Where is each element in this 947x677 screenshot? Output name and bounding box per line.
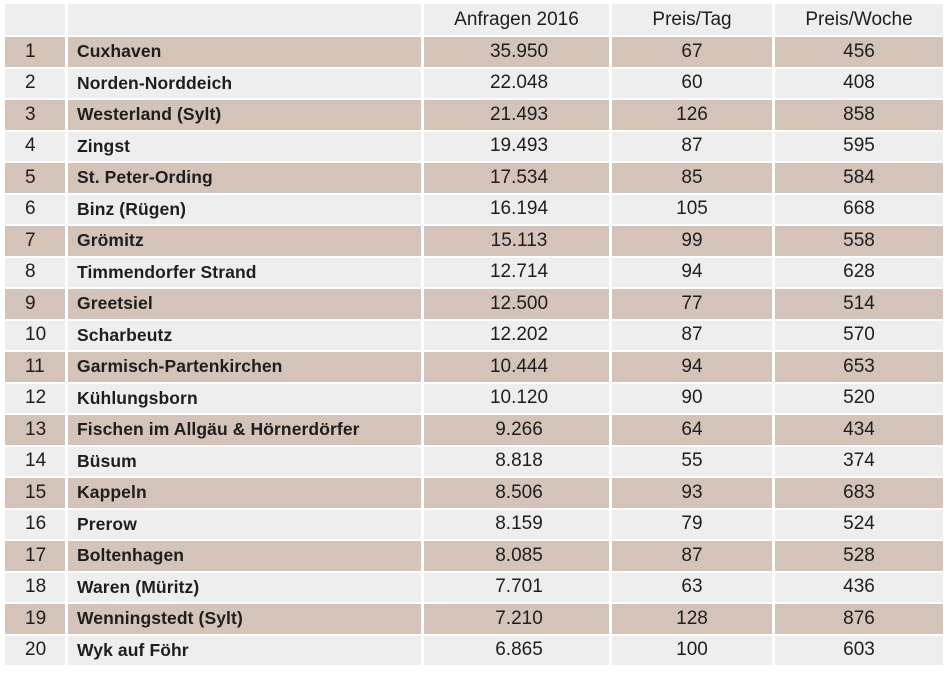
preis-tag-cell: 94 bbox=[612, 258, 775, 290]
preis-tag-cell: 100 bbox=[612, 636, 775, 668]
preis-woche-cell: 584 bbox=[775, 163, 943, 195]
destination-cell: Waren (Müritz) bbox=[68, 573, 424, 605]
preis-tag-cell: 126 bbox=[612, 100, 775, 132]
anfragen-cell: 17.534 bbox=[424, 163, 612, 195]
destination-cell: Prerow bbox=[68, 510, 424, 542]
destination-cell: Grömitz bbox=[68, 226, 424, 258]
table-header-row bbox=[5, 4, 943, 37]
preis-tag-cell: 67 bbox=[612, 37, 775, 69]
table-body bbox=[5, 37, 943, 667]
anfragen-cell: 19.493 bbox=[424, 132, 612, 164]
destination-cell: Wyk auf Föhr bbox=[68, 636, 424, 668]
destination-cell: Cuxhaven bbox=[68, 37, 424, 69]
anfragen-cell: 6.865 bbox=[424, 636, 612, 668]
anfragen-cell: 7.701 bbox=[424, 573, 612, 605]
rank-cell: 20 bbox=[5, 636, 68, 668]
preis-tag-cell: 60 bbox=[612, 69, 775, 101]
rank-cell: 14 bbox=[5, 447, 68, 479]
preis-woche-cell: 628 bbox=[775, 258, 943, 290]
anfragen-cell: 12.714 bbox=[424, 258, 612, 290]
preis-tag-cell: 55 bbox=[612, 447, 775, 479]
anfragen-cell: 8.159 bbox=[424, 510, 612, 542]
table-row bbox=[5, 289, 943, 321]
table-row bbox=[5, 573, 943, 605]
header-preis-tag: Preis/Tag bbox=[612, 4, 775, 37]
preis-tag-cell: 85 bbox=[612, 163, 775, 195]
rank-cell: 9 bbox=[5, 289, 68, 321]
destination-cell: Norden-Norddeich bbox=[68, 69, 424, 101]
header-destination bbox=[68, 4, 424, 37]
rank-cell: 17 bbox=[5, 541, 68, 573]
preis-tag-cell: 90 bbox=[612, 384, 775, 416]
destination-cell: Scharbeutz bbox=[68, 321, 424, 353]
destination-cell: Binz (Rügen) bbox=[68, 195, 424, 227]
ranking-table bbox=[5, 4, 943, 667]
preis-woche-cell: 456 bbox=[775, 37, 943, 69]
preis-woche-cell: 858 bbox=[775, 100, 943, 132]
destination-cell: Boltenhagen bbox=[68, 541, 424, 573]
anfragen-cell: 8.818 bbox=[424, 447, 612, 479]
table-row bbox=[5, 163, 943, 195]
anfragen-cell: 35.950 bbox=[424, 37, 612, 69]
anfragen-cell: 12.202 bbox=[424, 321, 612, 353]
preis-woche-cell: 683 bbox=[775, 478, 943, 510]
anfragen-cell: 15.113 bbox=[424, 226, 612, 258]
preis-woche-cell: 514 bbox=[775, 289, 943, 321]
rank-cell: 4 bbox=[5, 132, 68, 164]
anfragen-cell: 16.194 bbox=[424, 195, 612, 227]
destination-cell: Timmendorfer Strand bbox=[68, 258, 424, 290]
preis-woche-cell: 668 bbox=[775, 195, 943, 227]
rank-cell: 12 bbox=[5, 384, 68, 416]
table-row bbox=[5, 258, 943, 290]
anfragen-cell: 10.444 bbox=[424, 352, 612, 384]
table-row bbox=[5, 226, 943, 258]
preis-tag-cell: 99 bbox=[612, 226, 775, 258]
ranking-table-container bbox=[5, 4, 943, 667]
table-row bbox=[5, 352, 943, 384]
preis-woche-cell: 558 bbox=[775, 226, 943, 258]
rank-cell: 18 bbox=[5, 573, 68, 605]
rank-cell: 5 bbox=[5, 163, 68, 195]
preis-tag-cell: 93 bbox=[612, 478, 775, 510]
preis-tag-cell: 64 bbox=[612, 415, 775, 447]
table-row bbox=[5, 636, 943, 668]
rank-cell: 7 bbox=[5, 226, 68, 258]
preis-tag-cell: 63 bbox=[612, 573, 775, 605]
preis-woche-cell: 374 bbox=[775, 447, 943, 479]
table-row bbox=[5, 321, 943, 353]
table-row bbox=[5, 69, 943, 101]
table-row bbox=[5, 195, 943, 227]
table-row bbox=[5, 415, 943, 447]
rank-cell: 2 bbox=[5, 69, 68, 101]
preis-woche-cell: 876 bbox=[775, 604, 943, 636]
destination-cell: Fischen im Allgäu & Hörnerdörfer bbox=[68, 415, 424, 447]
table-row bbox=[5, 384, 943, 416]
preis-tag-cell: 87 bbox=[612, 321, 775, 353]
destination-cell: Kappeln bbox=[68, 478, 424, 510]
rank-cell: 8 bbox=[5, 258, 68, 290]
preis-woche-cell: 524 bbox=[775, 510, 943, 542]
destination-cell: Büsum bbox=[68, 447, 424, 479]
preis-tag-cell: 87 bbox=[612, 132, 775, 164]
preis-tag-cell: 77 bbox=[612, 289, 775, 321]
table-row bbox=[5, 100, 943, 132]
anfragen-cell: 7.210 bbox=[424, 604, 612, 636]
preis-woche-cell: 603 bbox=[775, 636, 943, 668]
table-row bbox=[5, 37, 943, 69]
table-row bbox=[5, 447, 943, 479]
destination-cell: Zingst bbox=[68, 132, 424, 164]
table-row bbox=[5, 132, 943, 164]
rank-cell: 6 bbox=[5, 195, 68, 227]
preis-tag-cell: 87 bbox=[612, 541, 775, 573]
rank-cell: 13 bbox=[5, 415, 68, 447]
preis-woche-cell: 436 bbox=[775, 573, 943, 605]
rank-cell: 11 bbox=[5, 352, 68, 384]
anfragen-cell: 8.085 bbox=[424, 541, 612, 573]
table-row bbox=[5, 510, 943, 542]
destination-cell: Westerland (Sylt) bbox=[68, 100, 424, 132]
preis-woche-cell: 528 bbox=[775, 541, 943, 573]
header-rank bbox=[5, 4, 68, 37]
destination-cell: Wenningstedt (Sylt) bbox=[68, 604, 424, 636]
rank-cell: 16 bbox=[5, 510, 68, 542]
table-row bbox=[5, 541, 943, 573]
destination-cell: St. Peter-Ording bbox=[68, 163, 424, 195]
anfragen-cell: 8.506 bbox=[424, 478, 612, 510]
preis-woche-cell: 434 bbox=[775, 415, 943, 447]
anfragen-cell: 10.120 bbox=[424, 384, 612, 416]
preis-woche-cell: 408 bbox=[775, 69, 943, 101]
rank-cell: 19 bbox=[5, 604, 68, 636]
rank-cell: 3 bbox=[5, 100, 68, 132]
preis-tag-cell: 79 bbox=[612, 510, 775, 542]
rank-cell: 10 bbox=[5, 321, 68, 353]
preis-tag-cell: 94 bbox=[612, 352, 775, 384]
table-row bbox=[5, 604, 943, 636]
table-row bbox=[5, 478, 943, 510]
preis-tag-cell: 105 bbox=[612, 195, 775, 227]
destination-cell: Greetsiel bbox=[68, 289, 424, 321]
header-anfragen-2016: Anfragen 2016 bbox=[424, 4, 612, 37]
preis-woche-cell: 653 bbox=[775, 352, 943, 384]
preis-tag-cell: 128 bbox=[612, 604, 775, 636]
rank-cell: 1 bbox=[5, 37, 68, 69]
header-preis-woche: Preis/Woche bbox=[775, 4, 943, 37]
destination-cell: Kühlungsborn bbox=[68, 384, 424, 416]
anfragen-cell: 22.048 bbox=[424, 69, 612, 101]
anfragen-cell: 12.500 bbox=[424, 289, 612, 321]
anfragen-cell: 9.266 bbox=[424, 415, 612, 447]
preis-woche-cell: 520 bbox=[775, 384, 943, 416]
rank-cell: 15 bbox=[5, 478, 68, 510]
anfragen-cell: 21.493 bbox=[424, 100, 612, 132]
destination-cell: Garmisch-Partenkirchen bbox=[68, 352, 424, 384]
preis-woche-cell: 595 bbox=[775, 132, 943, 164]
preis-woche-cell: 570 bbox=[775, 321, 943, 353]
